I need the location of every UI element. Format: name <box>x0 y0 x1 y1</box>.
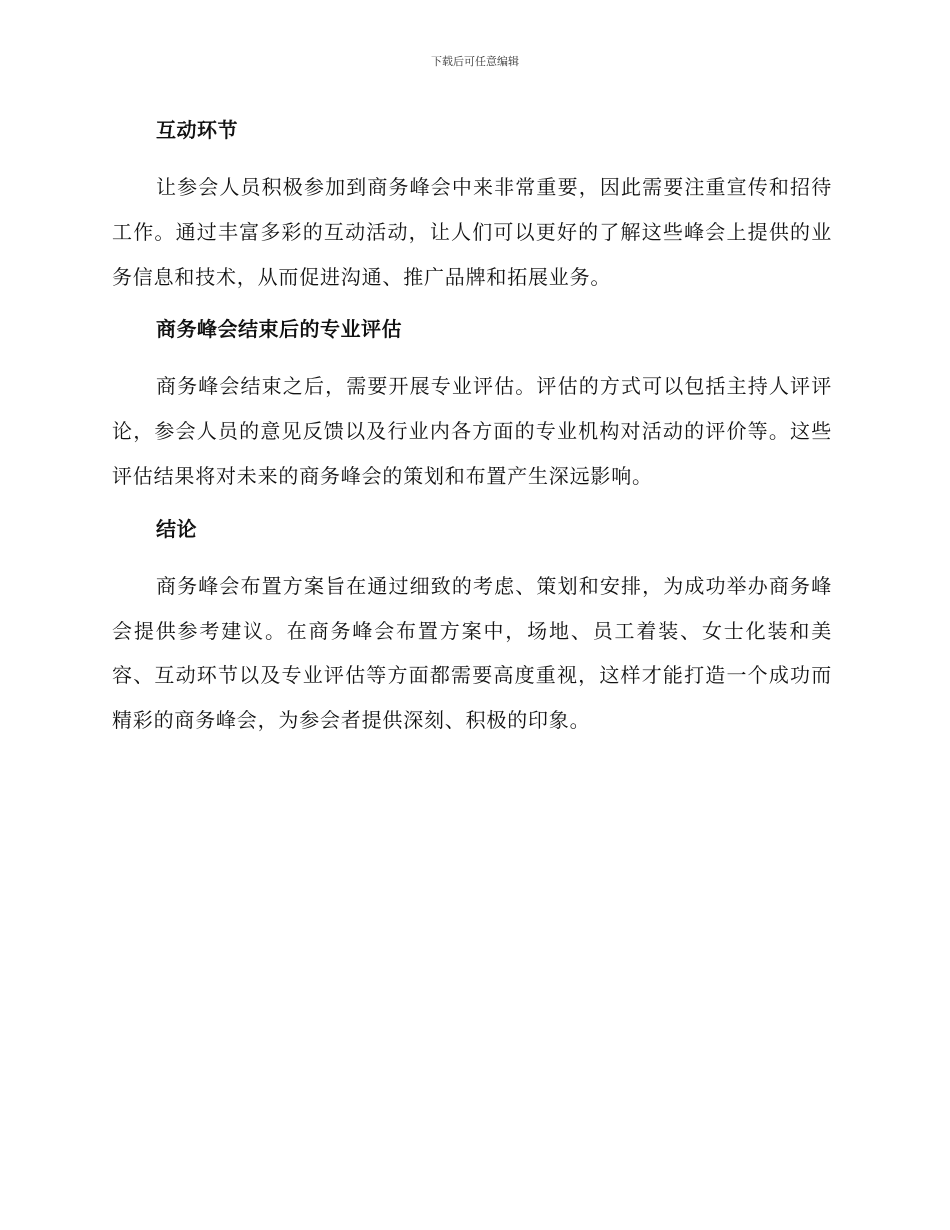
section-interactive <box>112 108 832 299</box>
section-paragraph: 商务峰会布置方案旨在通过细致的考虑、策划和安排，为成功举办商务峰会提供参考建议。在商务峰会布置方案中，场地、员工着装、女士化装和美容、互动环节以及专业评估等方面都需要高度重视，这样才能打造一个成功而精彩的商务峰会，为参会者提供深刻、积极的印象。 <box>112 573 832 733</box>
section-heading: 结论 <box>156 516 197 541</box>
section-heading: 商务峰会结束后的专业评估 <box>156 317 402 342</box>
section-conclusion <box>112 507 832 743</box>
section-evaluation <box>112 307 832 498</box>
document-body <box>112 108 832 743</box>
section-paragraph: 商务峰会结束之后，需要开展专业评估。评估的方式可以包括主持人评评论，参会人员的意见反馈以及行业内各方面的专业机构对活动的评价等。这些评估结果将对未来的商务峰会的策划和布置产生深远影响。 <box>112 374 832 488</box>
section-heading: 互动环节 <box>156 118 238 142</box>
page-header: 下载后可任意编辑 <box>431 55 519 68</box>
section-paragraph: 让参会人员积极参加到商务峰会中来非常重要，因此需要注重宣传和招待工作。通过丰富多彩的互动活动，让人们可以更好的了解这些峰会上提供的业务信息和技术，从而促进沟通、推广品牌和拓展业务。 <box>112 175 832 289</box>
